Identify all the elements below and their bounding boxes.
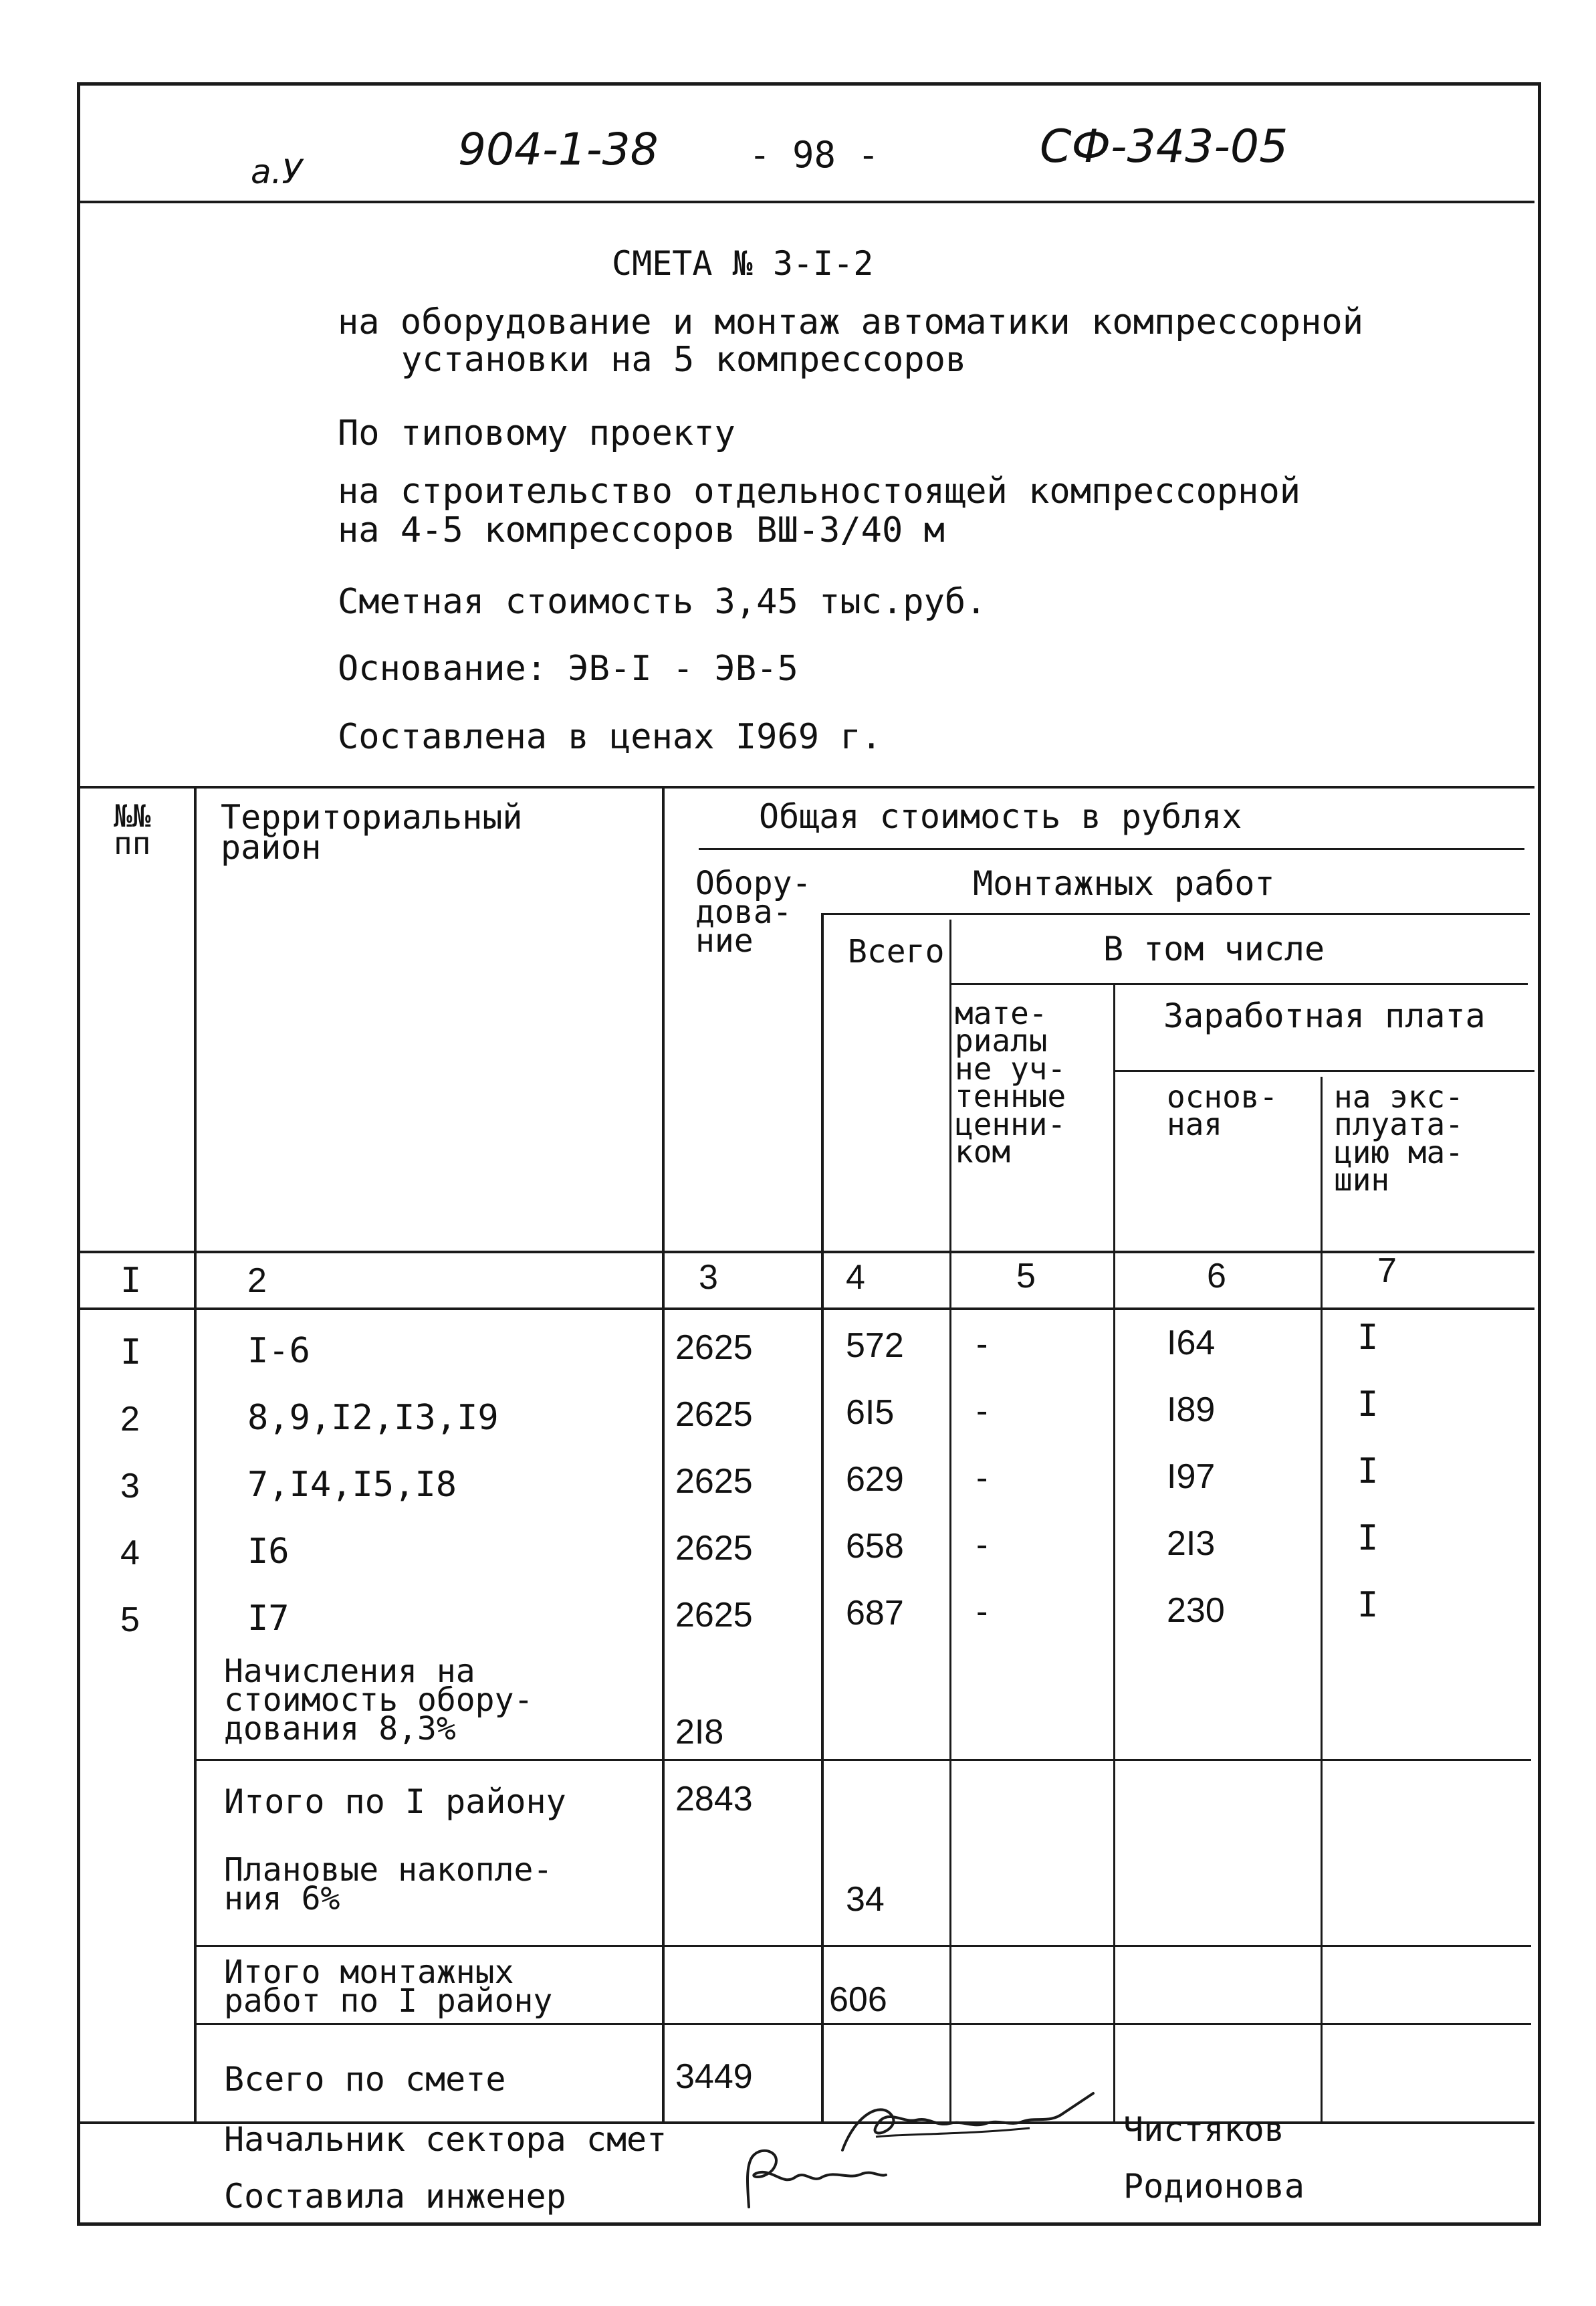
column-number: 4: [846, 1258, 865, 1297]
summary-label: Итого по I району: [224, 1782, 566, 1821]
wages-machines-cell: I: [1357, 1384, 1379, 1425]
materials-cell: -: [976, 1592, 988, 1631]
column-number: 3: [699, 1258, 718, 1297]
col-rule-6: [1321, 1077, 1323, 2123]
header-installation-total: Всего: [848, 933, 945, 970]
equipment-cell: 2625: [675, 1395, 753, 1434]
col-rule-3: [821, 913, 824, 2123]
rule-summary-2: [194, 1945, 1531, 1947]
wages-basic-cell: I97: [1167, 1457, 1216, 1496]
project-reference: По типовому проекту: [338, 413, 735, 453]
signature-name-chief: Чистяков: [1123, 2110, 1284, 2149]
estimated-cost: Сметная стоимость 3,45 тыс.руб.: [338, 582, 987, 622]
wages-basic-cell: I64: [1167, 1324, 1216, 1362]
row-number: I: [120, 1332, 142, 1372]
rule-under-wages: [1113, 1070, 1534, 1072]
row-number: 5: [120, 1600, 140, 1639]
handwritten-signature-engineer: [735, 2140, 896, 2214]
header-materials: мате- риалы не уч- тенные ценни- ком: [955, 995, 1066, 1170]
summary-equipment: 2843: [675, 1780, 753, 1818]
wages-machines-cell: I: [1357, 1585, 1379, 1625]
summary-installation-total: 34: [846, 1880, 885, 1919]
col-rule-1: [194, 786, 197, 2123]
equipment-cell: 2625: [675, 1596, 753, 1635]
header-total-cost: Общая стоимость в рублях: [759, 797, 1242, 836]
wages-basic-cell: I89: [1167, 1390, 1216, 1429]
header-including: В том числе: [1103, 930, 1325, 968]
basis: Основание: ЭВ-I - ЭВ-5: [338, 649, 798, 689]
materials-cell: -: [976, 1325, 988, 1364]
rule-under-total-cost: [699, 848, 1524, 850]
wages-machines-cell: I: [1357, 1451, 1379, 1491]
wages-basic-cell: 230: [1167, 1591, 1225, 1630]
column-number: 5: [1016, 1257, 1036, 1295]
column-number: 2: [247, 1261, 267, 1300]
header-wages-basic: основ- ная: [1167, 1079, 1278, 1143]
table-top-rule: [80, 786, 1534, 789]
summary-label: Начисления на стоимость обору- дования 8,3%: [224, 1653, 534, 1748]
total-cell: 658: [846, 1527, 904, 1566]
price-level: Составлена в ценах I969 г.: [338, 717, 882, 757]
materials-cell: -: [976, 1459, 988, 1497]
region-cell: I7: [247, 1598, 290, 1639]
rule-under-installation: [821, 913, 1530, 915]
wages-machines-cell: I: [1357, 1518, 1379, 1558]
header-divider: [80, 201, 1534, 203]
materials-cell: -: [976, 1392, 988, 1431]
wages-basic-cell: 2I3: [1167, 1524, 1216, 1563]
column-number: I: [120, 1261, 142, 1301]
col-rule-4: [949, 920, 951, 2123]
equipment-cell: 2625: [675, 1462, 753, 1501]
rule-summary-1: [194, 1759, 1531, 1761]
summary-label: Всего по смете: [224, 2060, 506, 2099]
header-region: Территориальный район: [221, 798, 523, 867]
equipment-cell: 2625: [675, 1328, 753, 1367]
album-code: СФ-343-05: [1040, 120, 1288, 173]
page-number: - 98 -: [749, 134, 880, 176]
col-rule-2: [662, 786, 665, 2123]
col-rule-5: [1113, 983, 1115, 2123]
column-number: 6: [1207, 1257, 1226, 1295]
region-cell: 7,I4,I5,I8: [247, 1465, 457, 1505]
signature-name-engineer: Родионова: [1123, 2167, 1304, 2206]
row-number: 2: [120, 1400, 140, 1439]
row-number: 3: [120, 1467, 140, 1505]
project-code: 904-1-38: [458, 124, 659, 175]
equipment-cell: 2625: [675, 1529, 753, 1568]
materials-cell: -: [976, 1526, 988, 1564]
sheet-mark: а.У: [251, 152, 303, 191]
region-cell: 8,9,I2,I3,I9: [247, 1398, 499, 1438]
construction-line-1: на строительство отдельностоящей компрессорной: [338, 471, 1301, 512]
column-number: 7: [1377, 1251, 1397, 1290]
signature-role-chief: Начальник сектора смет: [224, 2120, 667, 2159]
region-cell: I6: [247, 1532, 290, 1572]
summary-installation-total: 606: [829, 1980, 887, 2019]
construction-line-2: на 4-5 компрессоров ВШ-3/40 м: [338, 510, 945, 550]
region-cell: I-6: [247, 1331, 310, 1371]
header-equipment: Обору- дова- ние: [695, 865, 812, 960]
subject-line-1: на оборудование и монтаж автоматики компрессорной: [338, 302, 1364, 342]
rule-under-including: [949, 983, 1528, 985]
summary-equipment: 3449: [675, 2057, 753, 2096]
summary-equipment: 2I8: [675, 1713, 724, 1752]
summary-label: Плановые накопле- ния 6%: [224, 1851, 553, 1918]
total-cell: 687: [846, 1594, 904, 1633]
row-number: 4: [120, 1534, 140, 1572]
header-wages: Заработная плата: [1163, 997, 1486, 1035]
signature-role-engineer: Составила инженер: [224, 2177, 566, 2216]
estimate-title: СМЕТА № 3-I-2: [612, 244, 874, 283]
subject-line-2: установки на 5 компрессоров: [401, 340, 967, 380]
wages-machines-cell: I: [1357, 1318, 1379, 1358]
total-cell: 629: [846, 1460, 904, 1499]
rule-summary-3: [194, 2023, 1531, 2025]
header-wages-machines: на экс- плуата- цию ма- шин: [1334, 1079, 1464, 1198]
summary-label: Итого монтажных работ по I району: [224, 1954, 553, 2020]
total-cell: 572: [846, 1326, 904, 1365]
rule-above-column-numbers: [80, 1251, 1534, 1253]
rule-below-column-numbers: [80, 1307, 1534, 1310]
header-row-number: №№ пп: [114, 798, 151, 862]
header-installation: Монтажных работ: [973, 864, 1275, 903]
total-cell: 6I5: [846, 1393, 895, 1432]
